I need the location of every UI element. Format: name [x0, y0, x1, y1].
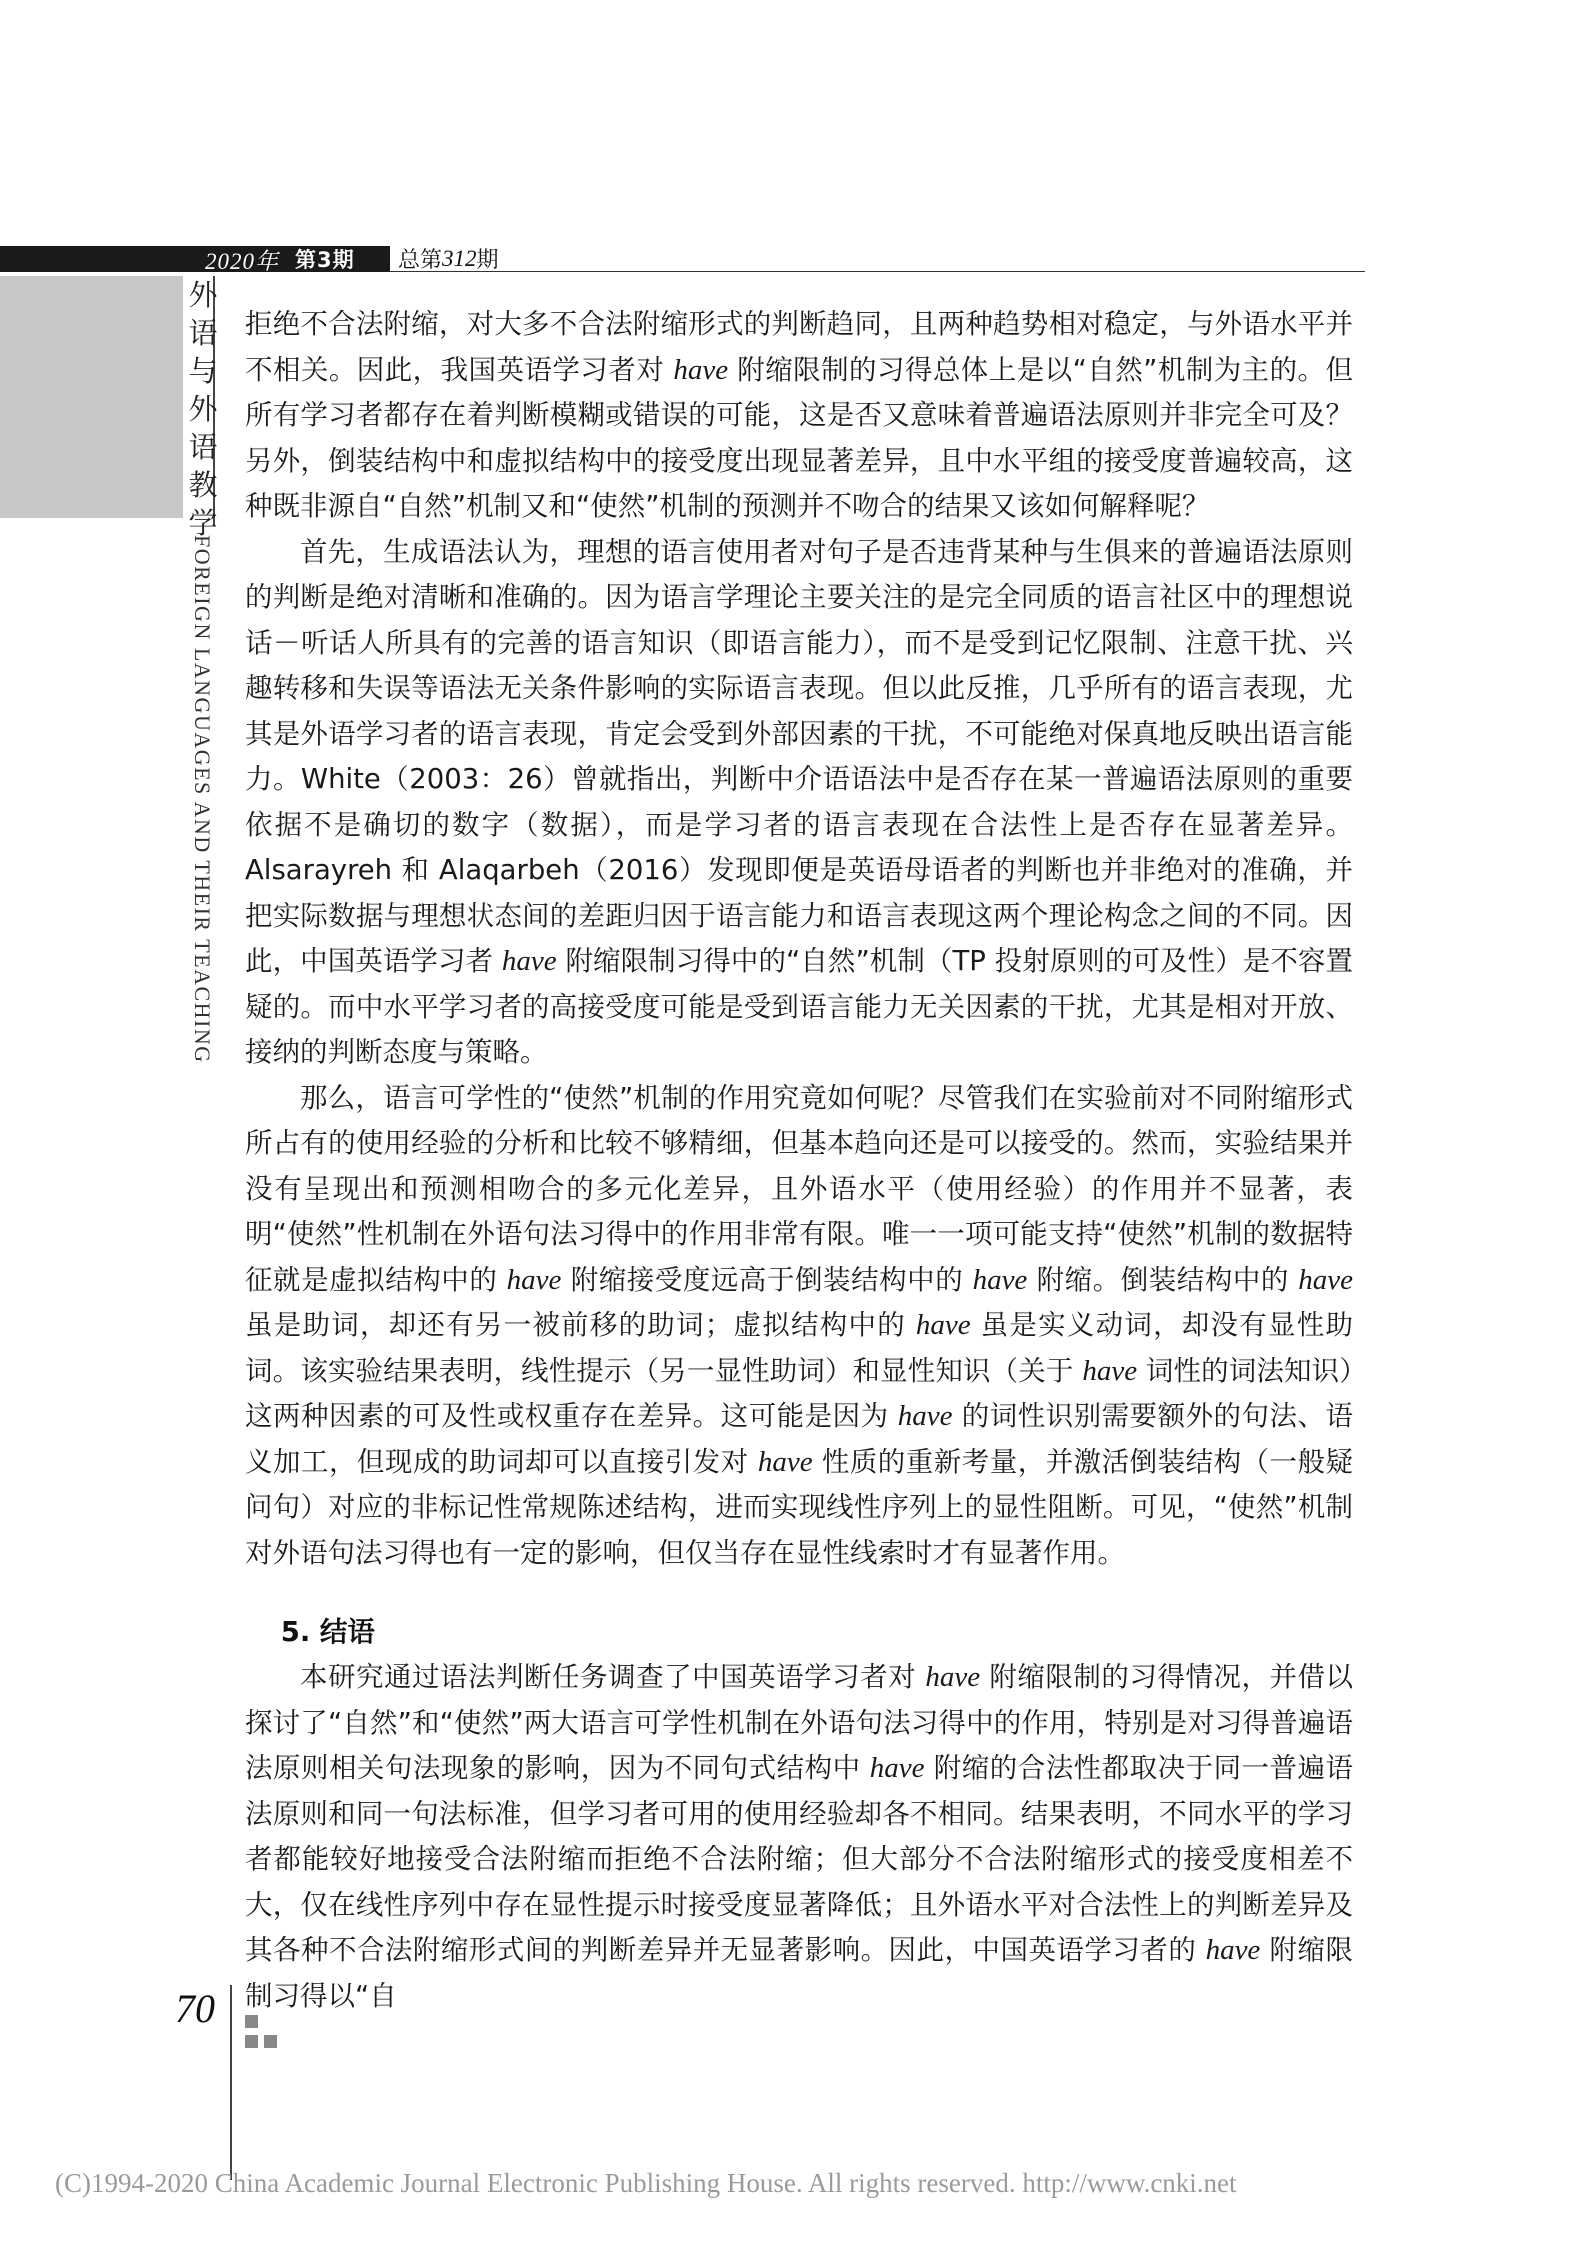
- term-have: have: [915, 1309, 971, 1341]
- body-paragraph: [245, 1655, 1353, 2019]
- header-total-prefix: 总第: [398, 248, 443, 273]
- term-have: have: [1205, 1934, 1261, 1966]
- header-total-suffix: 期: [476, 248, 499, 273]
- text-run: 虽是助词，却还有另一被前移的助词；虚拟结构中的: [245, 1309, 916, 1341]
- body-paragraph: [245, 1076, 1353, 1577]
- running-header: [0, 246, 1365, 272]
- body-paragraph: [245, 530, 1353, 1076]
- term-have: have: [757, 1445, 813, 1478]
- copyright-notice: (C)1994-2020 China Academic Journal Electronic Publishing House. All rights reserved. http://www.cnki.net: [55, 2168, 1237, 2198]
- text-run: 附缩。倒装结构中的: [1027, 1263, 1299, 1296]
- header-total-num: 312: [442, 245, 477, 271]
- text-run: 的词性识别需要额外的句法、语义加工，但现成的助词却可以直接引发对: [245, 1400, 1353, 1478]
- term-have: have: [1298, 1263, 1353, 1296]
- term-have: have: [1082, 1354, 1138, 1387]
- journal-char: 外: [188, 392, 218, 426]
- decor-square: [245, 2015, 258, 2028]
- body-paragraph: [245, 302, 1353, 530]
- journal-char: 与: [188, 354, 218, 388]
- text-run: 那么，语言可学性的“使然”机制的作用究竟如何呢？尽管我们在实验前对不同附缩形式所占有的使用经验的分析和比较不够精细，但基本趋向还是可以接受的。然而，实验结果并没有呈现出和预测相吻合的多元化差异，且外语水平（使用经验）的作用并不显著，表明“使然”性机制在外语句法习得中的作用非常有限。唯一一项可能支持“使然”机制的数据特征就是虚拟结构中的: [245, 1081, 1353, 1296]
- text-run: 拒绝不合法附缩，对大多不合法附缩形式的判断趋同，且两种趋势相对稳定，与外语水平并不相关。因此，我国英语学习者对: [245, 308, 1353, 386]
- journal-char: 教: [188, 468, 218, 502]
- header-year: 2020年: [205, 248, 279, 274]
- term-have: have: [972, 1263, 1028, 1296]
- text-run: 附缩限制的习得情况，并借以探讨了“自然”和“使然”两大语言可学性机制在外语句法习得中的作用，特别是对习得普遍语法原则相关句法现象的影响，因为不同句式结构中: [245, 1661, 1353, 1784]
- article-body: [245, 302, 1353, 2019]
- header-total-issue: [390, 246, 1365, 272]
- text-run: 词性的词法知识）这两种因素的可及性或权重存在差异。这可能是因为: [245, 1354, 1353, 1432]
- journal-name-cn: [188, 276, 218, 542]
- header-issue: 第3期: [295, 248, 355, 272]
- header-date-block: [0, 246, 390, 272]
- journal-char: 语: [188, 430, 218, 464]
- journal-char: 外: [188, 278, 218, 312]
- term-have: have: [869, 1752, 925, 1784]
- text-run: 附缩接受度远高于倒装结构中的: [561, 1263, 973, 1296]
- text-run: 性质的重新考量，并激活倒装结构（一般疑问句）对应的非标记性常规陈述结构，进而实现线性序列上的显性阻断。可见，“使然”机制对外语句法习得也有一定的影响，但仅当存在显性线索时才有显著作用。: [245, 1445, 1353, 1569]
- journal-char: 学: [188, 506, 218, 540]
- decor-square: [264, 2035, 277, 2048]
- decor-square: [245, 2035, 258, 2048]
- text-run: 附缩限制的习得总体上是以“自然”机制为主的。但所有学习者都存在着判断模糊或错误的可能，这是否又意味着普遍语法原则并非完全可及？另外，倒装结构中和虚拟结构中的接受度出现显著差异，且中水平组的接受度普遍较高，这种既非源自“自然”机制又和“使然”机制的预测并不吻合的结果又该如何解释呢？: [245, 353, 1353, 522]
- sidebar-gray-block: [0, 276, 183, 518]
- text-run: 本研究通过语法判断任务调查了中国英语学习者对: [300, 1661, 926, 1693]
- term-have: have: [673, 353, 729, 386]
- footer-rule: [230, 1985, 232, 2180]
- text-run: 虽是实义动词，却没有显性助词。该实验结果表明，线性提示（另一显性助词）和显性知识（关于: [245, 1309, 1353, 1387]
- journal-name-en: FOREIGN LANGUAGES AND THEIR TEACHING: [190, 535, 215, 1064]
- term-have: have: [501, 945, 557, 977]
- text-run: 附缩限制习得以“自: [245, 1934, 1353, 2012]
- journal-char: 语: [188, 316, 218, 350]
- text-run: 首先，生成语法认为，理想的语言使用者对句子是否违背某种与生俱来的普遍语法原则的判断是绝对清晰和准确的。因为语言学理论主要关注的是完全同质的语言社区中的理想说话－听话人所具有的完善的语言知识（即语言能力），而不是受到记忆限制、注意干扰、兴趣转移和失误等语法无关条件影响的实际语言表现。但以此反推，几乎所有的语言表现，尤其是外语学习者的语言表现，肯定会受到外部因素的干扰，不可能绝对保真地反映出语言能力。White（2003：26）曾就指出，判断中介语语法中是否存在某一普遍语法原则的重要依据不是确切的数字（数据），而是学习者的语言表现在合法性上是否存在显著差异。Alsarayreh 和 Alaqarbeh（2016）发现即便是英语母语者的判断也并非绝对的准确，并把实际数据与理想状态间的差距归因于语言能力和语言表现这两个理论构念之间的不同。因此，中国英语学习者: [245, 535, 1353, 977]
- term-have: have: [925, 1661, 981, 1693]
- text-run: 附缩的合法性都取决于同一普遍语法原则和同一句法标准，但学习者可用的使用经验却各不相同。结果表明，不同水平的学习者都能较好地接受合法附缩而拒绝不合法附缩；但大部分不合法附缩形式的接受度相差不大，仅在线性序列中存在显性提示时接受度显著降低；且外语水平对合法性上的判断差异及其各种不合法附缩形式间的判断差异并无显著影响。因此，中国英语学习者的: [245, 1752, 1353, 1966]
- term-have: have: [897, 1400, 953, 1432]
- page-number: 70: [175, 1986, 215, 2031]
- section-heading: 5. 结语: [280, 1616, 375, 1648]
- term-have: have: [506, 1263, 562, 1296]
- text-run: 附缩限制习得中的“自然”机制（TP 投射原则的可及性）是不容置疑的。而中水平学习者的高接受度可能是受到语言能力无关因素的干扰，尤其是相对开放、接纳的判断态度与策略。: [245, 945, 1353, 1068]
